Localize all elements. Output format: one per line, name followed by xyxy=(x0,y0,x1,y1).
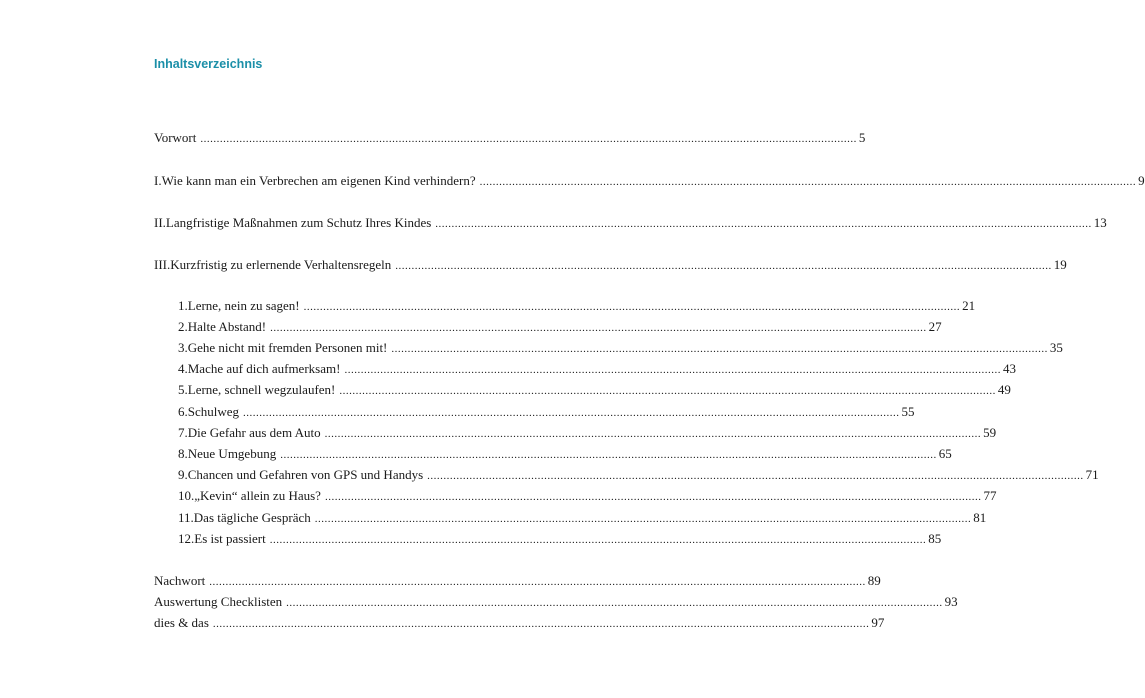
dot-leader: .......................................................................................................................................................................................................... xyxy=(270,322,927,334)
toc-entry-number: 9. xyxy=(178,467,188,482)
toc-entry-title: Langfristige Maßnahmen zum Schutz Ihres Kindes xyxy=(165,215,432,230)
toc-entry-auswertung[interactable] xyxy=(154,594,958,611)
toc-entry-number: 5. xyxy=(178,382,188,397)
toc-entry-chapter-2[interactable] xyxy=(154,215,1107,232)
toc-sub-entry[interactable] xyxy=(178,382,1011,399)
toc-entry-chapter-1[interactable] xyxy=(154,173,1145,190)
toc-entry-title: Kurzfristig zu erlernende Verhaltensregeln xyxy=(170,257,392,272)
toc-entry-page: 21 xyxy=(962,298,976,313)
toc-sub-entry[interactable] xyxy=(178,446,952,463)
toc-entry-number: 10. xyxy=(178,488,195,503)
toc-entry-page: 65 xyxy=(938,446,952,461)
toc-sub-entry[interactable] xyxy=(178,361,1016,378)
toc-entry-title: Es ist passiert xyxy=(194,531,266,546)
toc-entry-page: 43 xyxy=(1002,361,1016,376)
dot-leader: .......................................................................................................................................................................................................... xyxy=(212,618,870,630)
toc-entry-number: II. xyxy=(154,215,166,230)
dot-leader: .......................................................................................................................................................................................................... xyxy=(395,260,1052,272)
toc-entry-page: 89 xyxy=(867,573,881,588)
toc-sub-entry[interactable] xyxy=(178,467,1099,484)
toc-entry-page: 19 xyxy=(1053,257,1067,272)
toc-entry-page: 81 xyxy=(973,510,987,525)
toc-entry-page: 35 xyxy=(1049,340,1063,355)
toc-entry-title: Neue Umgebung xyxy=(187,446,277,461)
toc-entry-dies-das[interactable] xyxy=(154,615,885,632)
toc-entry-page: 5 xyxy=(858,130,866,145)
dot-leader: .......................................................................................................................................................................................................... xyxy=(280,449,937,461)
toc-entry-number: 1. xyxy=(178,298,188,313)
dot-leader: .......................................................................................................................................................................................................... xyxy=(324,491,982,503)
toc-entry-page: 97 xyxy=(871,615,885,630)
toc-entry-number: I. xyxy=(154,173,162,188)
dot-leader: .......................................................................................................................................................................................................... xyxy=(209,576,866,588)
toc-entry-title: Lerne, schnell wegzulaufen! xyxy=(187,382,336,397)
toc-entry-chapter-3[interactable] xyxy=(154,257,1067,274)
toc-entry-title: dies & das xyxy=(154,615,209,630)
dot-leader: .......................................................................................................................................................................................................... xyxy=(200,133,857,145)
toc-entry-title: Schulweg xyxy=(187,404,240,419)
toc-entry-page: 27 xyxy=(928,319,942,334)
toc-entry-page: 49 xyxy=(997,382,1011,397)
toc-entry-title: Die Gefahr aus dem Auto xyxy=(187,425,321,440)
toc-sub-entry[interactable] xyxy=(178,298,976,315)
toc-entry-number: III. xyxy=(154,257,171,272)
toc-sub-entry[interactable] xyxy=(178,404,915,421)
toc-entry-number: 3. xyxy=(178,340,188,355)
dot-leader: .......................................................................................................................................................................................................... xyxy=(303,301,961,313)
toc-sub-entry[interactable] xyxy=(178,340,1063,357)
toc-sub-entry[interactable] xyxy=(178,425,997,442)
toc-entry-title: Auswertung Checklisten xyxy=(154,594,283,609)
toc-entry-page: 9 xyxy=(1138,173,1145,188)
toc-entry-number: 6. xyxy=(178,404,188,419)
dot-leader: .......................................................................................................................................................................................................... xyxy=(269,534,927,546)
toc-sub-entry[interactable] xyxy=(178,531,942,548)
dot-leader: .......................................................................................................................................................................................................... xyxy=(314,513,972,525)
dot-leader: .......................................................................................................................................................................................................... xyxy=(427,470,1084,482)
toc-entry-page: 13 xyxy=(1093,215,1107,230)
toc-entry-title: „Kevin“ allein zu Haus? xyxy=(194,488,321,503)
toc-entry-title: Lerne, nein zu sagen! xyxy=(187,298,300,313)
dot-leader: .......................................................................................................................................................................................................... xyxy=(391,343,1048,355)
toc-sub-entry[interactable] xyxy=(178,488,997,505)
dot-leader: .......................................................................................................................................................................................................... xyxy=(286,597,943,609)
toc-entry-number: 12. xyxy=(178,531,195,546)
toc-entry-page: 55 xyxy=(901,404,915,419)
toc-entry-number: 11. xyxy=(178,510,194,525)
toc-entry-number: 7. xyxy=(178,425,188,440)
dot-leader: .......................................................................................................................................................................................................... xyxy=(339,385,996,397)
dot-leader: .......................................................................................................................................................................................................... xyxy=(243,407,900,419)
toc-entry-vorwort[interactable] xyxy=(154,130,866,147)
dot-leader: .......................................................................................................................................................................................................... xyxy=(479,176,1137,188)
toc-entry-page: 59 xyxy=(983,425,997,440)
toc-entry-title: Mache auf dich aufmerksam! xyxy=(187,361,341,376)
toc-entry-title: Nachwort xyxy=(154,573,206,588)
toc-entry-title: Das tägliche Gespräch xyxy=(193,510,311,525)
toc-entry-page: 85 xyxy=(928,531,942,546)
toc-sub-entry[interactable] xyxy=(178,319,942,336)
toc-entry-page: 93 xyxy=(944,594,958,609)
dot-leader: .......................................................................................................................................................................................................... xyxy=(324,428,982,440)
toc-entry-nachwort[interactable] xyxy=(154,573,881,590)
toc-entry-title: Wie kann man ein Verbrechen am eigenen Kind verhindern? xyxy=(161,173,476,188)
dot-leader: .......................................................................................................................................................................................................... xyxy=(344,364,1001,376)
toc-entry-title: Chancen und Gefahren von GPS und Handys xyxy=(187,467,424,482)
toc-sub-entry[interactable] xyxy=(178,510,987,527)
toc-entry-title: Gehe nicht mit fremden Personen mit! xyxy=(187,340,388,355)
toc-entry-page: 71 xyxy=(1085,467,1099,482)
toc-entry-number: 4. xyxy=(178,361,188,376)
toc-entry-title: Halte Abstand! xyxy=(187,319,267,334)
toc-entry-number: 8. xyxy=(178,446,188,461)
toc-entry-number: 2. xyxy=(178,319,188,334)
dot-leader: .......................................................................................................................................................................................................... xyxy=(435,218,1092,230)
toc-entry-title: Vorwort xyxy=(154,130,197,145)
toc-heading: Inhaltsverzeichnis xyxy=(154,57,263,71)
toc-entry-page: 77 xyxy=(983,488,997,503)
